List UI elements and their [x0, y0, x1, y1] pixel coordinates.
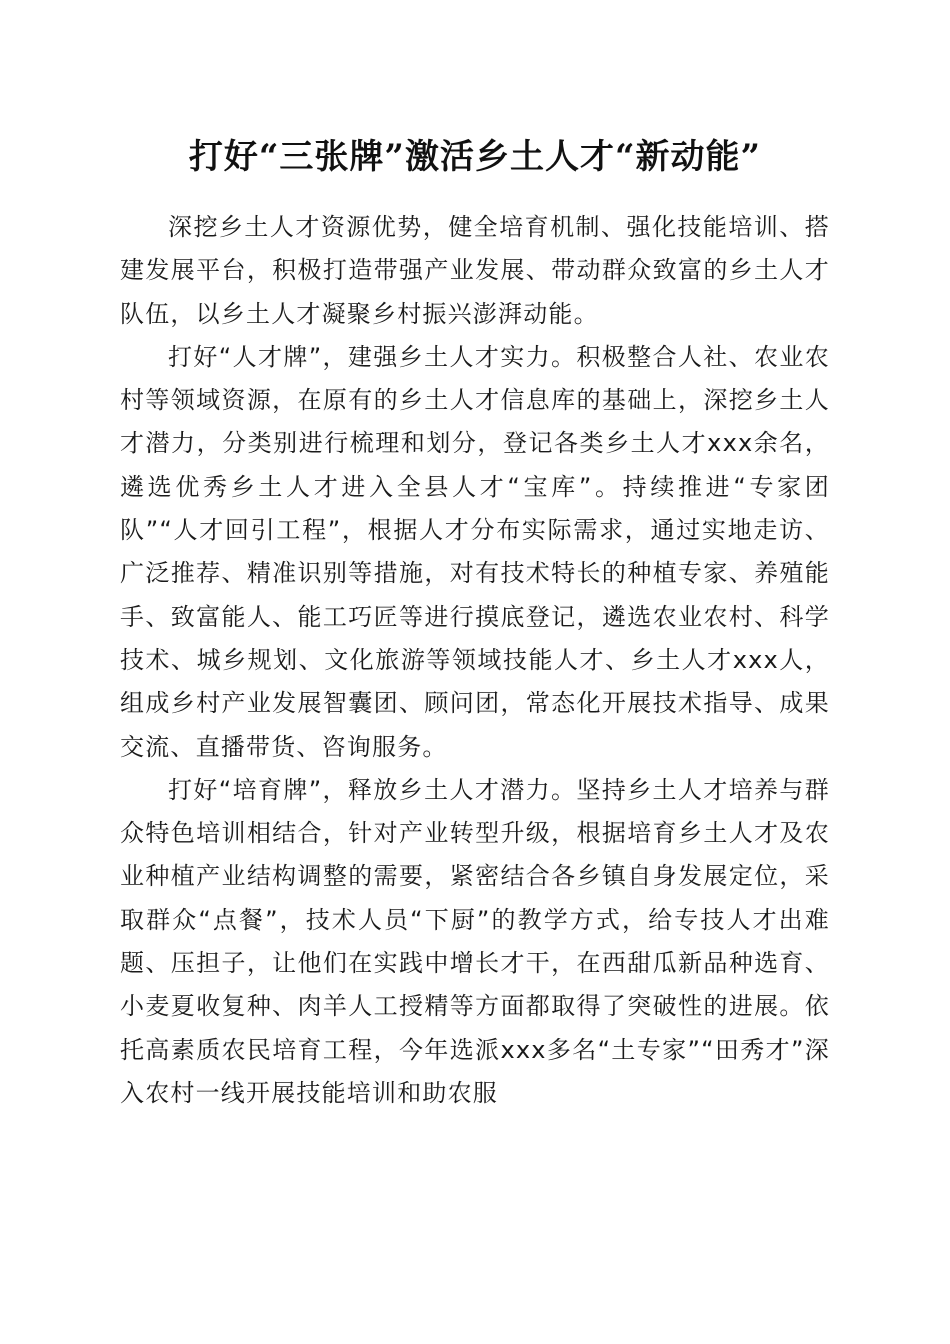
paragraph-intro: 深挖乡土人才资源优势，健全培育机制、强化技能培训、搭建发展平台，积极打造带强产业发展、带动群众致富的乡土人才队伍，以乡土人才凝聚乡村振兴澎湃动能。: [120, 213, 830, 328]
paragraph-cultivation-card: 打好“培育牌”，释放乡土人才潜力。坚持乡土人才培养与群众特色培训相结合，针对产业转型升级，根据培育乡土人才及农业种植产业结构调整的需要，紧密结合各乡镇自身发展定位，采取群众“点餐”，技术人员“下厨”的教学方式，给专技人才出难题、压担子，让他们在实践中增长才干，在西甜瓜新品种选育、小麦夏收复种、肉羊人工授精等方面都取得了突破性的进展。依托高素质农民培育工程，今年选派xxx多名“土专家”“田秀才”深入农村一线开展技能培训和助农服: [120, 775, 830, 1107]
document-body: [120, 206, 830, 1115]
paragraph-talent-card: 打好“人才牌”，建强乡土人才实力。积极整合人社、农业农村等领域资源，在原有的乡土人才信息库的基础上，深挖乡土人才潜力，分类别进行梳理和划分，登记各类乡土人才xxx余名，遴选优秀乡土人才进入全县人才“宝库”。持续推进“专家团队”“人才回引工程”，根据人才分布实际需求，通过实地走访、广泛推荐、精准识别等措施，对有技术特长的种植专家、养殖能手、致富能人、能工巧匠等进行摸底登记，遴选农业农村、科学技术、城乡规划、文化旅游等领域技能人才、乡土人才xxx人，组成乡村产业发展智囊团、顾问团，常态化开展技术指导、成果交流、直播带货、咨询服务。: [120, 342, 830, 761]
document-title: 打好“三张牌”激活乡土人才“新动能”: [188, 137, 762, 177]
